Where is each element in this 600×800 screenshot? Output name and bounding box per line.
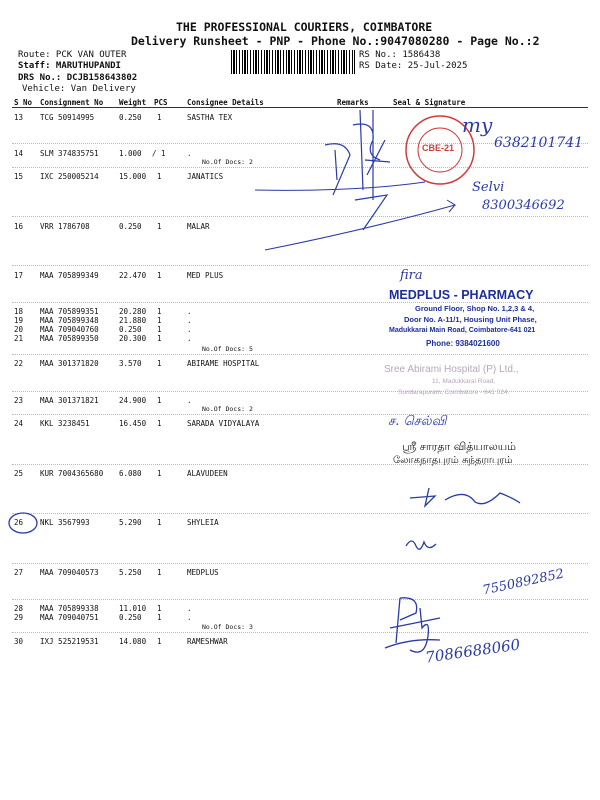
handwritten-phone-1: 6382101741 <box>494 135 584 151</box>
row-weight: 0.250 <box>119 613 142 622</box>
medplus-stamp-line2: Door No. A-11/1, Housing Unit Phase, <box>404 315 537 324</box>
row-consignment: MAA 705899349 <box>40 271 99 280</box>
doc-count-note: No.Of Docs: 5 <box>202 345 253 353</box>
abirami-stamp-line1: 11, Madukkarai Road, <box>432 378 496 385</box>
row-weight: 5.290 <box>119 518 142 527</box>
row-consignment: MAA 705899350 <box>40 334 99 343</box>
handwritten-phone-2: 8300346692 <box>482 198 565 213</box>
row-pcs: 1 <box>157 604 162 613</box>
row-consignment: NKL 3567993 <box>40 518 90 527</box>
runsheet-title: THE PROFESSIONAL COURIERS, COIMBATORE <box>176 20 433 34</box>
row-consignee: MALAR <box>187 222 210 231</box>
row-pcs: 1 <box>157 113 162 122</box>
row-consignment: KKL 3238451 <box>40 419 90 428</box>
row-weight: 14.080 <box>119 637 147 646</box>
row-sno: 24 <box>14 419 24 428</box>
row-weight: 6.080 <box>119 469 142 478</box>
doc-count-note: No.Of Docs: 3 <box>202 623 253 631</box>
sarada-stamp-line2: லோகநாதபுரம் சுந்தராபுரம் <box>393 455 513 466</box>
row-pcs: 1 <box>157 222 162 231</box>
row-consignee: . <box>187 604 192 613</box>
row-weight: 11.010 <box>119 604 147 613</box>
row-pcs: 1 <box>157 613 162 622</box>
row-consignment: MAA 301371820 <box>40 359 99 368</box>
barcode <box>231 50 355 74</box>
row-sno: 27 <box>14 568 24 577</box>
circle-mark <box>6 510 40 536</box>
row-sno: 14 <box>14 149 24 158</box>
row-pcs: 1 <box>157 271 162 280</box>
row-sno: 23 <box>14 396 24 405</box>
row-divider <box>12 302 588 303</box>
row-consignee: . <box>187 613 192 622</box>
row-divider <box>12 632 588 633</box>
row-weight: 20.300 <box>119 334 147 343</box>
row-consignment: MAA 709040573 <box>40 568 99 577</box>
row-consignee: JANATICS <box>187 172 224 181</box>
row-pcs: 1 <box>157 396 162 405</box>
col-header-pcs: PCS <box>154 98 168 107</box>
row-consignee: . <box>187 396 192 405</box>
row-sno: 21 <box>14 334 24 343</box>
row-sno: 18 <box>14 307 24 316</box>
medplus-stamp-line1: Ground Floor, Shop No. 1,2,3 & 4, <box>415 304 535 313</box>
row-pcs: 1 <box>157 316 162 325</box>
row-consignee: SARADA VIDYALAYA <box>187 419 260 428</box>
abirami-stamp-line2: Sundarapuram, Coimbatore - 641 024. <box>398 389 510 396</box>
col-header-consignee: Consignee Details <box>187 98 264 107</box>
row-consignment: MAA 705899338 <box>40 604 99 613</box>
row-consignment: SLM 374835751 <box>40 149 99 158</box>
row-pcs: 1 <box>157 419 162 428</box>
row-consignment: VRR 1786708 <box>40 222 90 231</box>
row-sno: 19 <box>14 316 24 325</box>
route-label: Route: PCK VAN OUTER <box>18 50 127 60</box>
row-sno: 22 <box>14 359 24 368</box>
handwritten-phone-3: 7550892852 <box>481 566 566 599</box>
medplus-stamp-name: MEDPLUS - PHARMACY <box>389 288 534 302</box>
row-consignee: . <box>187 307 192 316</box>
medplus-signature: fira <box>400 268 423 283</box>
row-weight: 0.250 <box>119 113 142 122</box>
row-consignee: . <box>187 325 192 334</box>
handwritten-name: Selvi <box>472 180 505 195</box>
row-weight: 3.570 <box>119 359 142 368</box>
row-pcs: 1 <box>157 325 162 334</box>
row-consignee: MED PLUS <box>187 271 224 280</box>
row-sno: 29 <box>14 613 24 622</box>
row-sno: 25 <box>14 469 24 478</box>
row-consignment: IXJ 525219531 <box>40 637 99 646</box>
row-consignment: MAA 705899348 <box>40 316 99 325</box>
row-pcs: 1 <box>157 469 162 478</box>
row-pcs: / 1 <box>152 149 166 158</box>
row-divider <box>12 563 588 564</box>
row-weight: 24.900 <box>119 396 147 405</box>
row-pcs: 1 <box>157 172 162 181</box>
row-consignee: MEDPLUS <box>187 568 219 577</box>
row-consignment: KUR 7004365680 <box>40 469 104 478</box>
row-sno: 13 <box>14 113 24 122</box>
runsheet-subtitle: Delivery Runsheet - PNP - Phone No.:9047080280 - Page No.:2 <box>131 34 540 48</box>
row-pcs: 1 <box>157 568 162 577</box>
row-pcs: 1 <box>157 518 162 527</box>
handwritten-initials: my <box>462 113 493 137</box>
handwritten-phone-4: 7086688060 <box>424 635 522 667</box>
vehicle-label: Vehicle: Van Delivery <box>22 84 136 94</box>
medplus-stamp-line3: Madukkarai Main Road, Coimbatore-641 021 <box>389 327 536 334</box>
row-divider <box>12 354 588 355</box>
row-consignee: ABIRAME HOSPITAL <box>187 359 260 368</box>
row-weight: 22.470 <box>119 271 147 280</box>
row-sno: 15 <box>14 172 24 181</box>
row-divider <box>12 265 588 266</box>
row-consignment: TCG 50914995 <box>40 113 95 122</box>
row-consignment: MAA 705899351 <box>40 307 99 316</box>
row-weight: 21.880 <box>119 316 147 325</box>
doc-count-note: No.Of Docs: 2 <box>202 158 253 166</box>
row-consignee: . <box>187 316 192 325</box>
courier-seal-code: CBE-21 <box>422 143 455 153</box>
row-pcs: 1 <box>157 359 162 368</box>
col-header-sno: S No <box>14 98 33 107</box>
row-weight: 16.450 <box>119 419 147 428</box>
rs-number: RS No.: 1586438 <box>359 50 441 60</box>
row-weight: 15.000 <box>119 172 147 181</box>
sarada-signature: ச. செல்வி <box>388 414 447 429</box>
row-sno: 16 <box>14 222 24 231</box>
staff-label: Staff: MARUTHUPANDI <box>18 61 121 71</box>
drs-number: DRS No.: DCJB158643802 <box>18 73 138 83</box>
row-pcs: 1 <box>157 334 162 343</box>
row-sno: 30 <box>14 637 24 646</box>
abirami-stamp-name: Sree Abirami Hospital (P) Ltd., <box>384 364 519 375</box>
alavudeen-signature <box>405 478 565 518</box>
col-header-weight: Weight <box>119 98 147 107</box>
col-header-consignment: Consignment No <box>40 98 104 107</box>
row-pcs: 1 <box>157 637 162 646</box>
row-weight: 0.250 <box>119 325 142 334</box>
row-weight: 5.250 <box>119 568 142 577</box>
row-sno: 20 <box>14 325 24 334</box>
sarada-stamp-line1: ஸ்ரீ சாரதா வித்யாலயம் <box>402 440 517 453</box>
row-consignee: RAMESHWAR <box>187 637 228 646</box>
row-weight: 1.000 <box>119 149 142 158</box>
row-consignee: SASTHA TEX <box>187 113 233 122</box>
row-consignee: SHYLEIA <box>187 518 219 527</box>
row-consignment: IXC 250005214 <box>40 172 99 181</box>
row-consignee: ALAVUDEEN <box>187 469 228 478</box>
row-divider <box>12 414 588 415</box>
doc-count-note: No.Of Docs: 2 <box>202 405 253 413</box>
row-sno: 28 <box>14 604 24 613</box>
col-header-remarks: Remarks <box>337 98 369 107</box>
row-consignment: MAA 709040751 <box>40 613 99 622</box>
rs-date: RS Date: 25-Jul-2025 <box>359 61 468 71</box>
row-consignment: MAA 301371821 <box>40 396 99 405</box>
shyleia-signature <box>402 532 442 558</box>
row-weight: 20.280 <box>119 307 147 316</box>
row-consignee: . <box>187 334 192 343</box>
medplus-stamp-phone: Phone: 9384021600 <box>426 339 500 348</box>
row-consignee: . <box>187 149 192 158</box>
row-sno: 17 <box>14 271 24 280</box>
row-pcs: 1 <box>157 307 162 316</box>
row-divider <box>12 599 588 600</box>
row-consignment: MAA 709040760 <box>40 325 99 334</box>
col-header-seal: Seal & Signature <box>393 98 466 107</box>
row-sno: 26 <box>14 518 24 527</box>
row-weight: 0.250 <box>119 222 142 231</box>
